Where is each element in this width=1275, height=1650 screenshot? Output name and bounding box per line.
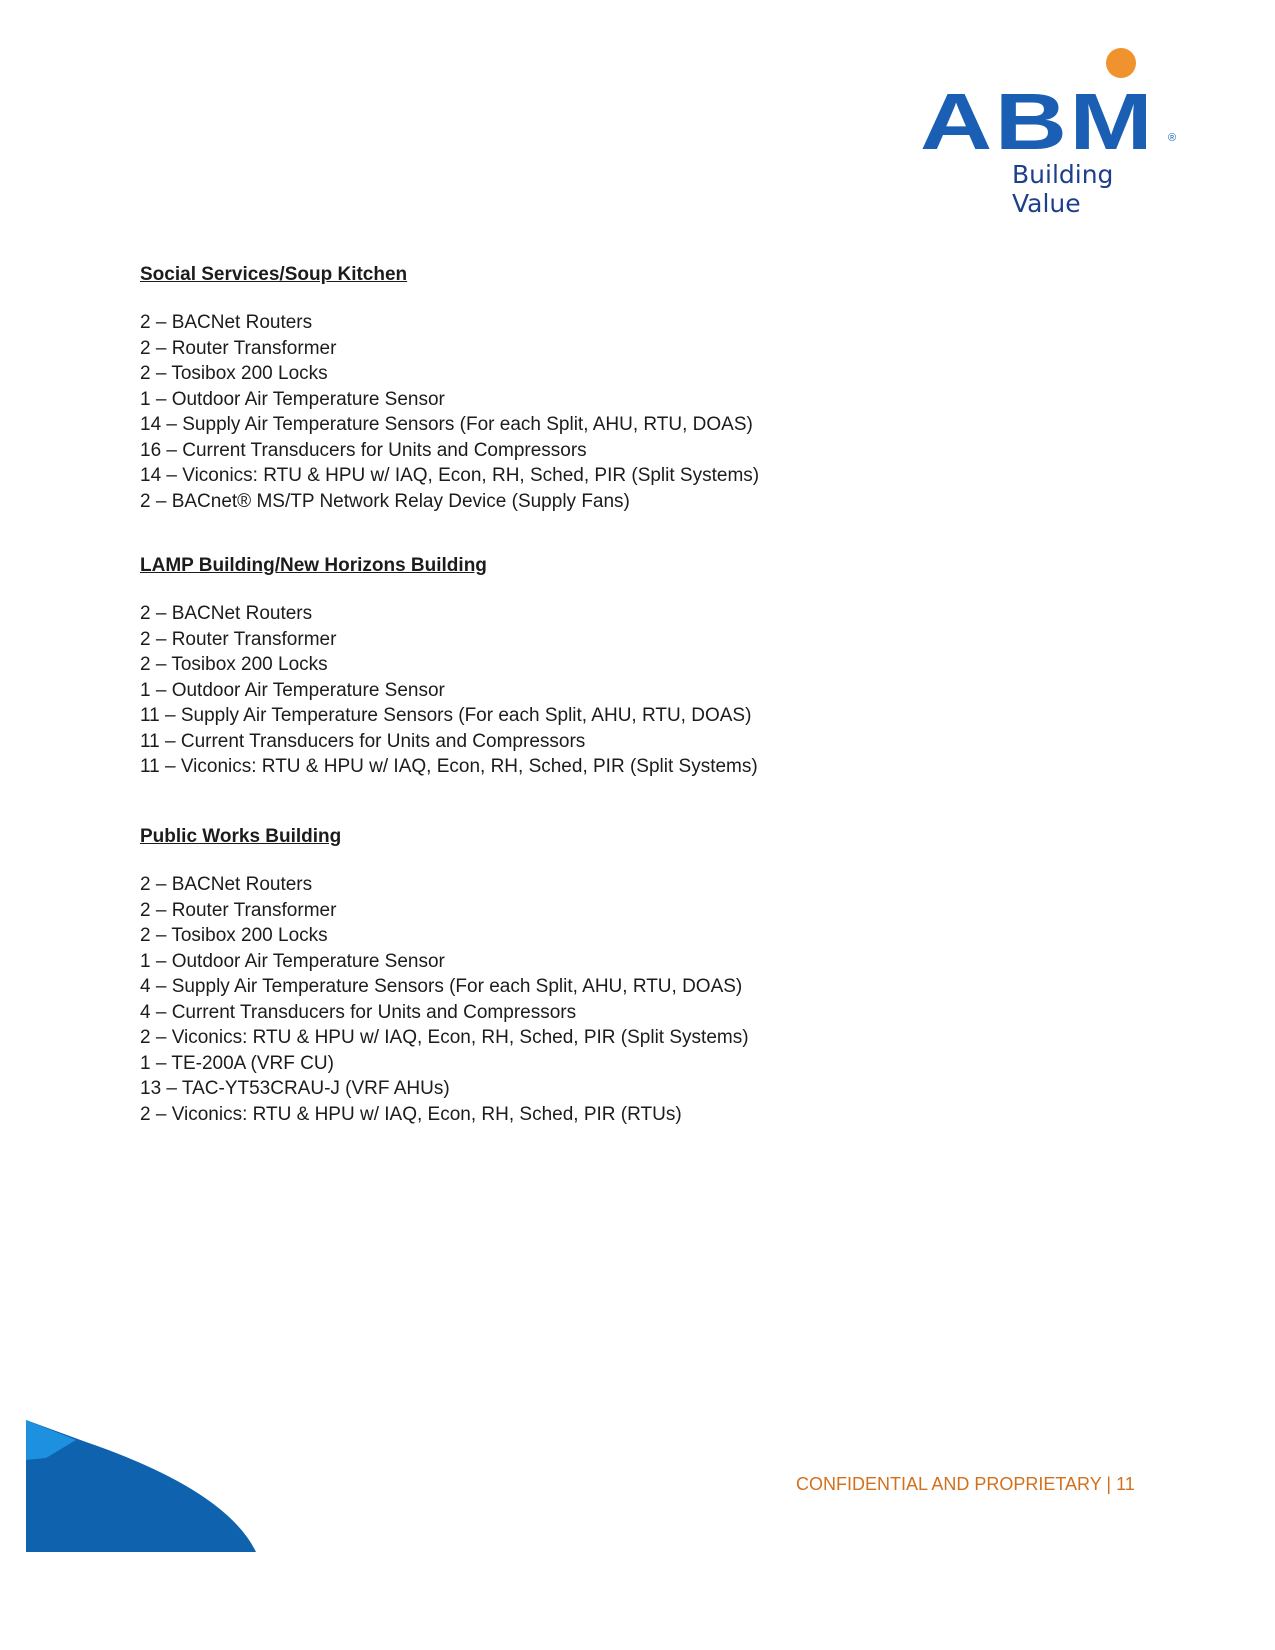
section	[140, 555, 758, 780]
list-item: 2 – Router Transformer	[140, 899, 337, 921]
equipment-list	[140, 601, 758, 780]
list-item: 4 – Supply Air Temperature Sensors (For each Split, AHU, RTU, DOAS)	[140, 976, 743, 997]
list-item: 16 – Current Transducers for Units and Compressors	[140, 439, 587, 461]
section-heading: LAMP Building/New Horizons Building	[140, 555, 487, 576]
list-item: 2 – BACNet Routers	[140, 874, 313, 895]
list-item: 1 – Outdoor Air Temperature Sensor	[140, 679, 445, 701]
logo-tagline: Building Value	[1012, 160, 1114, 218]
list-item: 2 – BACNet Routers	[140, 312, 313, 333]
list-item: 14 – Supply Air Temperature Sensors (For each Split, AHU, RTU, DOAS)	[140, 414, 753, 435]
section	[140, 264, 759, 514]
abm-logo	[920, 48, 1180, 218]
corner-swoosh-graphic	[26, 1420, 266, 1552]
list-item: 2 – BACNet Routers	[140, 603, 313, 624]
list-item: 4 – Current Transducers for Units and Compressors	[140, 1001, 577, 1023]
list-item: 2 – Router Transformer	[140, 337, 337, 359]
list-item: 2 – Tosibox 200 Locks	[140, 654, 328, 675]
list-item: 1 – Outdoor Air Temperature Sensor	[140, 388, 445, 410]
list-item: 2 – Viconics: RTU & HPU w/ IAQ, Econ, RH, Sched, PIR (RTUs)	[140, 1103, 682, 1125]
logo-wordmark: ABM	[920, 77, 1156, 166]
registered-mark: ®	[1168, 132, 1177, 144]
list-item: 13 – TAC-YT53CRAU-J (VRF AHUs)	[140, 1078, 450, 1099]
list-item: 2 – Viconics: RTU & HPU w/ IAQ, Econ, RH, Sched, PIR (Split Systems)	[140, 1027, 749, 1048]
list-item: 11 – Viconics: RTU & HPU w/ IAQ, Econ, RH, Sched, PIR (Split Systems)	[140, 756, 758, 777]
section-heading: Public Works Building	[140, 826, 342, 847]
list-item: 2 – BACnet® MS/TP Network Relay Device (Supply Fans)	[140, 490, 630, 512]
list-item: 2 – Router Transformer	[140, 628, 337, 650]
list-item: 2 – Tosibox 200 Locks	[140, 925, 328, 946]
list-item: 14 – Viconics: RTU & HPU w/ IAQ, Econ, RH, Sched, PIR (Split Systems)	[140, 465, 760, 486]
list-item: 1 – Outdoor Air Temperature Sensor	[140, 950, 445, 972]
equipment-list	[140, 310, 759, 514]
section-heading: Social Services/Soup Kitchen	[140, 264, 408, 285]
logo-dot	[1106, 48, 1136, 78]
list-item: 11 – Supply Air Temperature Sensors (For each Split, AHU, RTU, DOAS)	[140, 705, 752, 726]
section	[140, 826, 749, 1127]
list-item: 1 – TE-200A (VRF CU)	[140, 1052, 334, 1074]
equipment-list	[140, 872, 749, 1127]
list-item: 11 – Current Transducers for Units and Compressors	[140, 730, 586, 752]
list-item: 2 – Tosibox 200 Locks	[140, 363, 328, 384]
footer-confidential: CONFIDENTIAL AND PROPRIETARY | 11	[796, 1474, 1135, 1494]
